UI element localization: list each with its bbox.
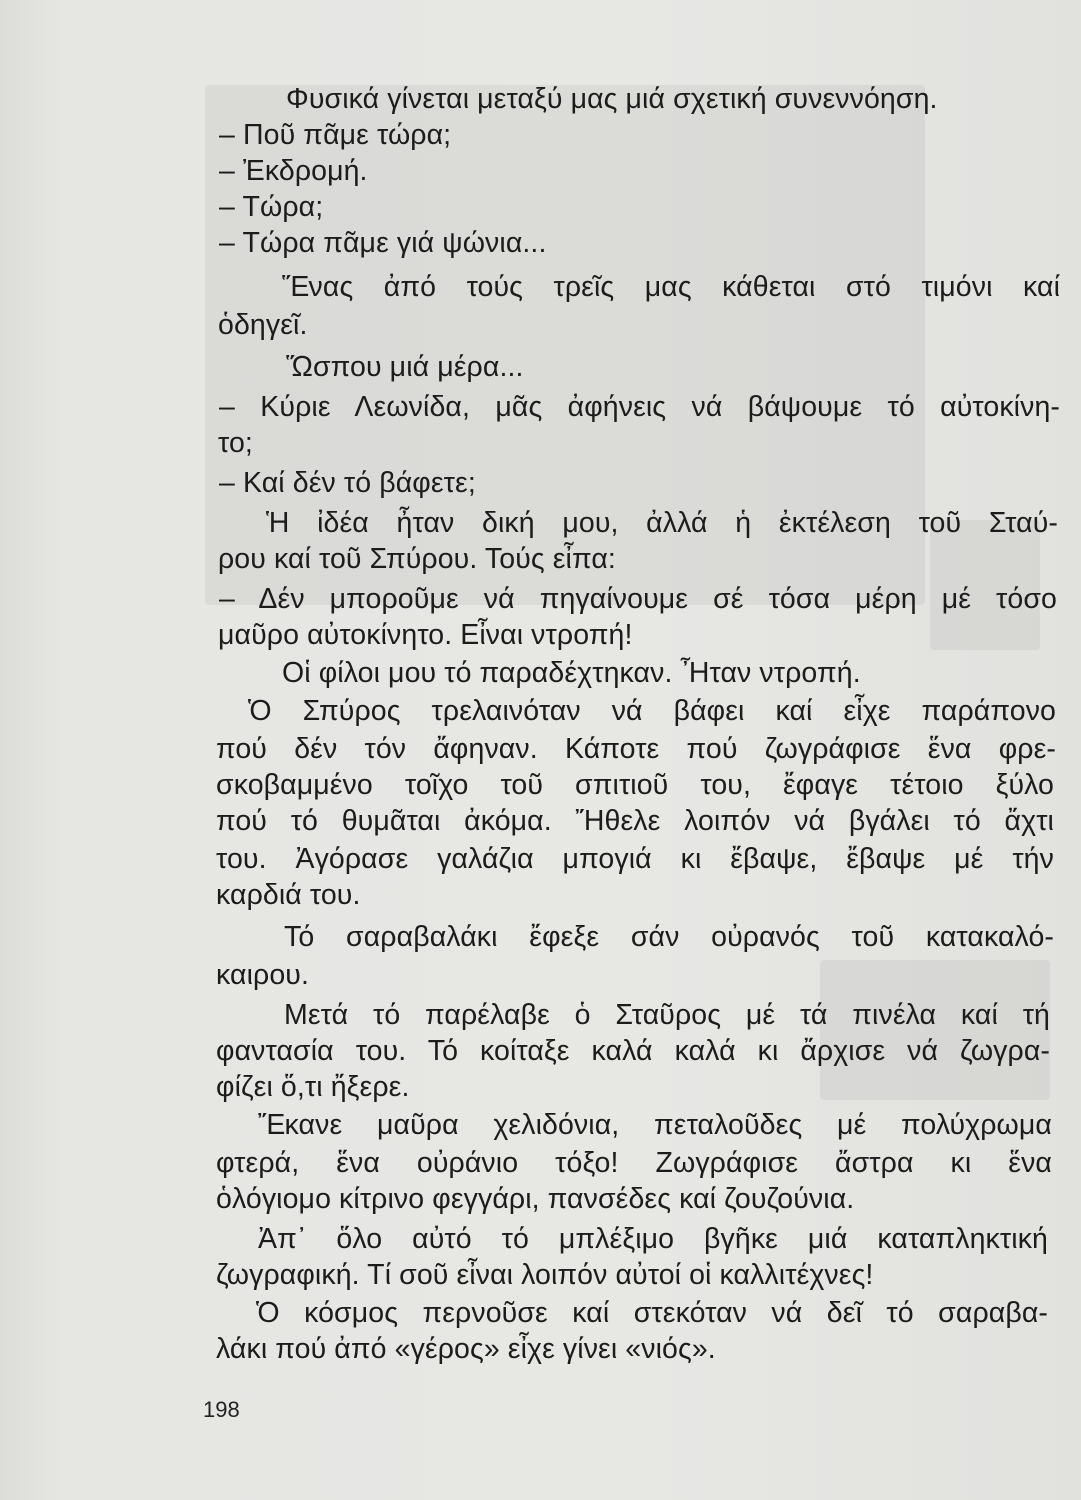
text-line: του. Ἀγόρασε γαλάζια μπογιά κι ἔβαψε, ἔβαψε μέ τήν xyxy=(216,843,1054,875)
text-line: Ἕνας ἀπό τούς τρεῖς μας κάθεται στό τιμόνι καί xyxy=(282,271,1060,303)
text-line: Τό σαραβαλάκι ἔφεξε σάν οὐρανός τοῦ κατακαλό- xyxy=(284,921,1054,953)
text-line: Φυσικά γίνεται μεταξύ μας μιά σχετική συνεννόηση. xyxy=(286,83,938,115)
text-line: πού δέν τόν ἄφηναν. Κάποτε πού ζωγράφισε ἕνα φρε- xyxy=(216,733,1056,765)
text-line: ρου καί τοῦ Σπύρου. Τούς εἶπα: xyxy=(218,543,616,575)
text-line: – Ποῦ πᾶμε τώρα; xyxy=(219,119,452,151)
text-line: Ὥσπου μιά μέρα... xyxy=(286,351,524,383)
text-line: Ἡ ἰδέα ἦταν δική μου, ἀλλά ἡ ἐκτέλεση τοῦ Σταύ- xyxy=(266,507,1058,539)
text-line: – Κύριε Λεωνίδα, μᾶς ἀφήνεις νά βάψουμε τό αὐτοκίνη- xyxy=(219,391,1060,423)
text-line: φίζει ὅ,τι ἤξερε. xyxy=(216,1071,410,1103)
text-line: ζωγραφική. Τί σοῦ εἶναι λοιπόν αὐτοί οἱ καλλιτέχνες! xyxy=(216,1259,874,1291)
text-line: Ὁ κόσμος περνοῦσε καί στεκόταν νά δεῖ τό σαραβα- xyxy=(256,1297,1048,1329)
text-line: μαῦρο αὐτοκίνητο. Εἶναι ντροπή! xyxy=(218,619,633,651)
text-line: Ἔκανε μαῦρα χελιδόνια, πεταλοῦδες μέ πολύχρωμα xyxy=(258,1109,1052,1141)
text-line: – Τώρα; xyxy=(219,191,324,223)
text-line: Ἀπ᾿ ὅλο αὐτό τό μπλέξιμο βγῆκε μιά καταπληκτική xyxy=(258,1223,1048,1255)
text-line: ὁλόγιομο κίτρινο φεγγάρι, πανσέδες καί ζουζούνια. xyxy=(216,1183,855,1215)
text-line: λάκι πού ἀπό «γέρος» εἶχε γίνει «νιός». xyxy=(216,1333,716,1365)
text-line: ὁδηγεῖ. xyxy=(218,309,308,341)
text-line: – Τώρα πᾶμε γιά ψώνια... xyxy=(219,227,547,259)
text-line: Μετά τό παρέλαβε ὁ Σταῦρος μέ τά πινέλα καί τή xyxy=(284,999,1050,1031)
text-line: – Καί δέν τό βάφετε; xyxy=(219,467,476,499)
text-line: πού τό θυμᾶται ἀκόμα. Ἤθελε λοιπόν νά βγάλει τό ἄχτι xyxy=(216,805,1054,837)
text-line: φαντασία του. Τό κοίταξε καλά καλά κι ἄρχισε νά ζωγρα- xyxy=(216,1035,1050,1067)
page-number: 198 xyxy=(203,1397,240,1422)
text-line: το; xyxy=(218,427,253,459)
text-line: – Ἐκδρομή. xyxy=(219,155,368,187)
text-line: Οἱ φίλοι μου τό παραδέχτηκαν. Ἦταν ντροπή. xyxy=(282,657,861,689)
text-line: καιρου. xyxy=(216,959,309,991)
text-line: φτερά, ἕνα οὐράνιο τόξο! Ζωγράφισε ἄστρα κι ἕνα xyxy=(216,1147,1052,1179)
text-line: Ὁ Σπύρος τρελαινόταν νά βάφει καί εἶχε παράπονο xyxy=(248,695,1056,727)
text-line: καρδιά του. xyxy=(216,879,361,911)
text-line: σκοβαμμένο τοῖχο τοῦ σπιτιοῦ του, ἔφαγε τέτοιο ξύλο xyxy=(216,769,1054,801)
text-line: – Δέν μποροῦμε νά πηγαίνουμε σέ τόσα μέρη μέ τόσο xyxy=(219,583,1057,615)
